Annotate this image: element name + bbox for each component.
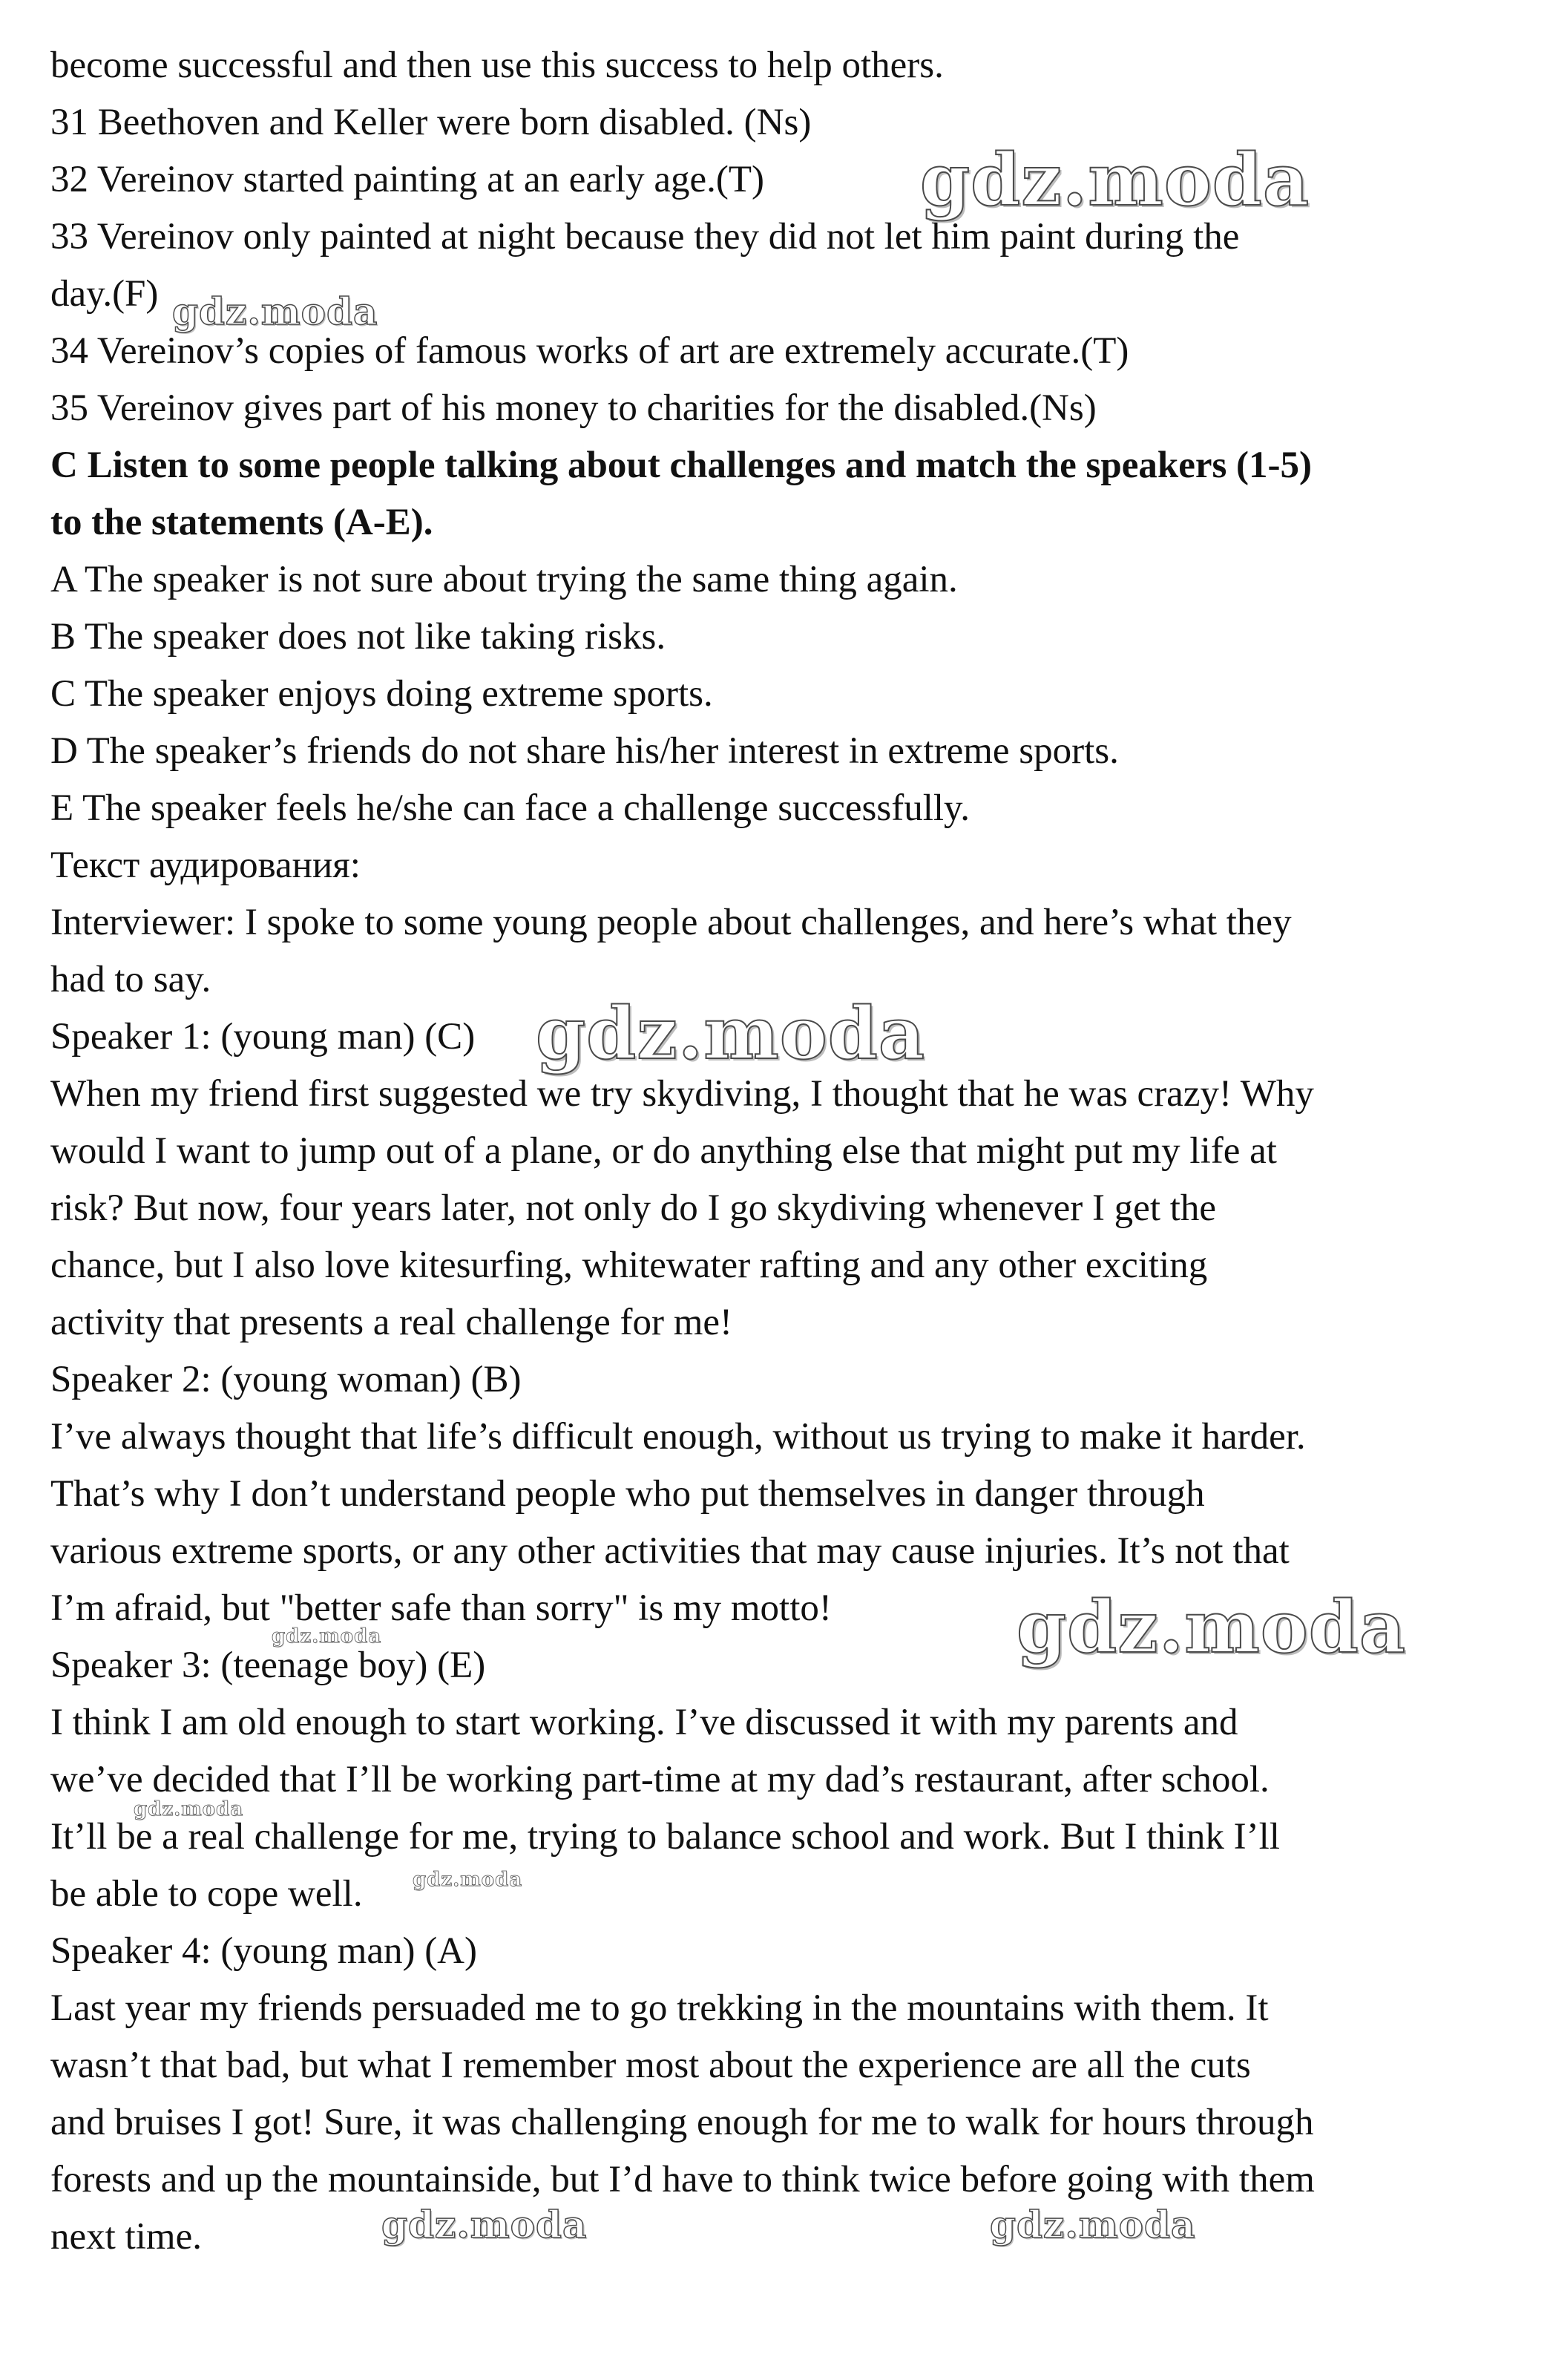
text-line: we’ve decided that I’ll be working part-time at my dad’s restaurant, after school. [50,1759,1270,1800]
text-line: I’ve always thought that life’s difficult enough, without us trying to make it harder. [50,1416,1306,1458]
text-line: That’s why I don’t understand people who put themselves in danger through [50,1473,1205,1515]
text-line: 33 Vereinov only painted at night because they did not let him paint during the [50,216,1240,258]
statement-c: C The speaker enjoys doing extreme sports. [50,673,713,715]
text-line: It’ll be a real challenge for me, trying to balance school and work. But I think I’ll [50,1816,1280,1858]
watermark: gdz.moda [381,2203,588,2246]
speaker-label: Speaker 1: (young man) (C) [50,1016,476,1058]
text-line: 34 Vereinov’s copies of famous works of art are extremely accurate.(T) [50,330,1129,372]
text-line: 32 Vereinov started painting at an early age.(T) [50,159,765,200]
watermark: gdz.moda [413,1869,523,1891]
transcript-label: Текст аудирования: [50,845,361,886]
text-line: 31 Beethoven and Keller were born disabled. (Ns) [50,102,812,143]
text-line: be able to cope well. [50,1873,363,1915]
speaker-label: Speaker 3: (teenage boy) (E) [50,1645,486,1686]
text-line: wasn’t that bad, but what I remember most about the experience are all the cuts [50,2045,1251,2086]
text-line: Interviewer: I spoke to some young people about challenges, and here’s what they [50,902,1292,943]
text-line: Last year my friends persuaded me to go trekking in the mountains with them. It [50,1987,1269,2029]
text-line: would I want to jump out of a plane, or do anything else that might put my life at [50,1130,1277,1172]
text-line: When my friend first suggested we try skydiving, I thought that he was crazy! Why [50,1073,1314,1115]
text-line: various extreme sports, or any other activities that may cause injuries. It’s not that [50,1530,1290,1572]
watermark: gdz.moda [272,1625,382,1648]
watermark: gdz.moda [134,1798,244,1820]
statement-e: E The speaker feels he/she can face a challenge successfully. [50,787,970,829]
speaker-label: Speaker 2: (young woman) (B) [50,1359,522,1400]
text-line: chance, but I also love kitesurfing, whitewater rafting and any other exciting [50,1245,1208,1286]
statement-b: B The speaker does not like taking risks. [50,616,666,658]
text-line: had to say. [50,959,211,1000]
watermark: gdz.moda [990,2203,1196,2246]
text-line: I’m afraid, but "better safe than sorry" is my motto! [50,1587,832,1629]
text-line: risk? But now, four years later, not only do I go skydiving whenever I get the [50,1187,1217,1229]
statement-d: D The speaker’s friends do not share his/her interest in extreme sports. [50,730,1119,772]
section-heading: C Listen to some people talking about challenges and match the speakers (1-5) [50,445,1313,486]
text-line: and bruises I got! Sure, it was challenging enough for me to walk for hours through [50,2102,1314,2143]
text-line: forests and up the mountainside, but I’d have to think twice before going with them [50,2159,1315,2200]
watermark: gdz.moda [1017,1585,1407,1669]
document-page [50,37,1505,2266]
watermark: gdz.moda [172,289,378,333]
text-line: next time. [50,2216,202,2258]
text-line: become successful and then use this success to help others. [50,45,944,86]
watermark: gdz.moda [920,138,1310,222]
speaker-label: Speaker 4: (young man) (A) [50,1930,477,1972]
section-heading: to the statements (A-E). [50,502,433,543]
watermark: gdz.moda [536,991,926,1075]
statement-a: A The speaker is not sure about trying the same thing again. [50,559,958,600]
text-line: I think I am old enough to start working. I’ve discussed it with my parents and [50,1702,1238,1743]
text-line: 35 Vereinov gives part of his money to charities for the disabled.(Ns) [50,387,1097,429]
text-line: day.(F) [50,273,159,315]
text-line: activity that presents a real challenge for me! [50,1302,732,1343]
